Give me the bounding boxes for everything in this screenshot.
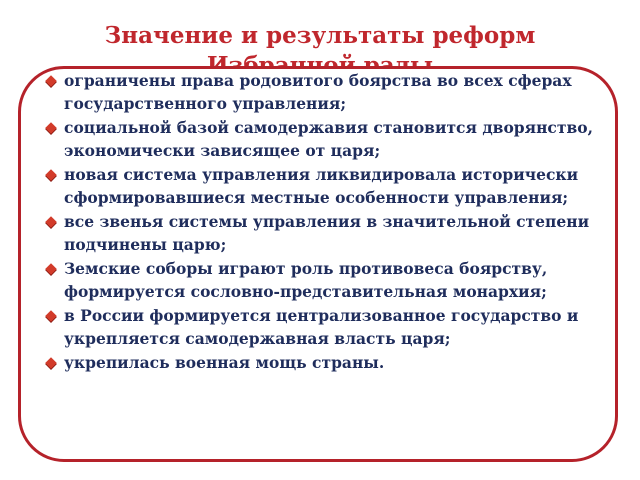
list-item-text: социальной базой самодержавия становится дворянство, экономически зависящее от царя;: [64, 118, 593, 160]
list-item: [46, 70, 606, 115]
list-item-text: Земские соборы играют роль противовеса боярству, формируется сословно-представительная монархия;: [64, 259, 548, 301]
list-item-text: новая система управления ликвидировала исторически сформировавшиеся местные особенности управления;: [64, 165, 579, 207]
list-item-text: ограничены права родовитого боярства во всех сферах государственного управления;: [64, 71, 572, 113]
list-item: [46, 117, 606, 162]
list-item: [46, 305, 606, 350]
list-item: [46, 164, 606, 209]
diamond-bullet-icon: [45, 169, 57, 181]
list-item-text: в России формируется централизованное государство и укрепляется самодержавная власть царя;: [64, 306, 579, 348]
list-item-text: укрепилась военная мощь страны.: [64, 353, 385, 372]
list-item: [46, 352, 606, 375]
diamond-bullet-icon: [45, 75, 57, 87]
list-item-text: все звенья системы управления в значительной степени подчинены царю;: [64, 212, 590, 254]
diamond-bullet-icon: [45, 263, 57, 275]
list-item: [46, 211, 606, 256]
diamond-bullet-icon: [45, 357, 57, 369]
results-list: [46, 70, 606, 377]
list-item: [46, 258, 606, 303]
diamond-bullet-icon: [45, 310, 57, 322]
slide-title: Значение и результаты реформ: [104, 22, 536, 49]
diamond-bullet-icon: [45, 216, 57, 228]
diamond-bullet-icon: [45, 122, 57, 134]
